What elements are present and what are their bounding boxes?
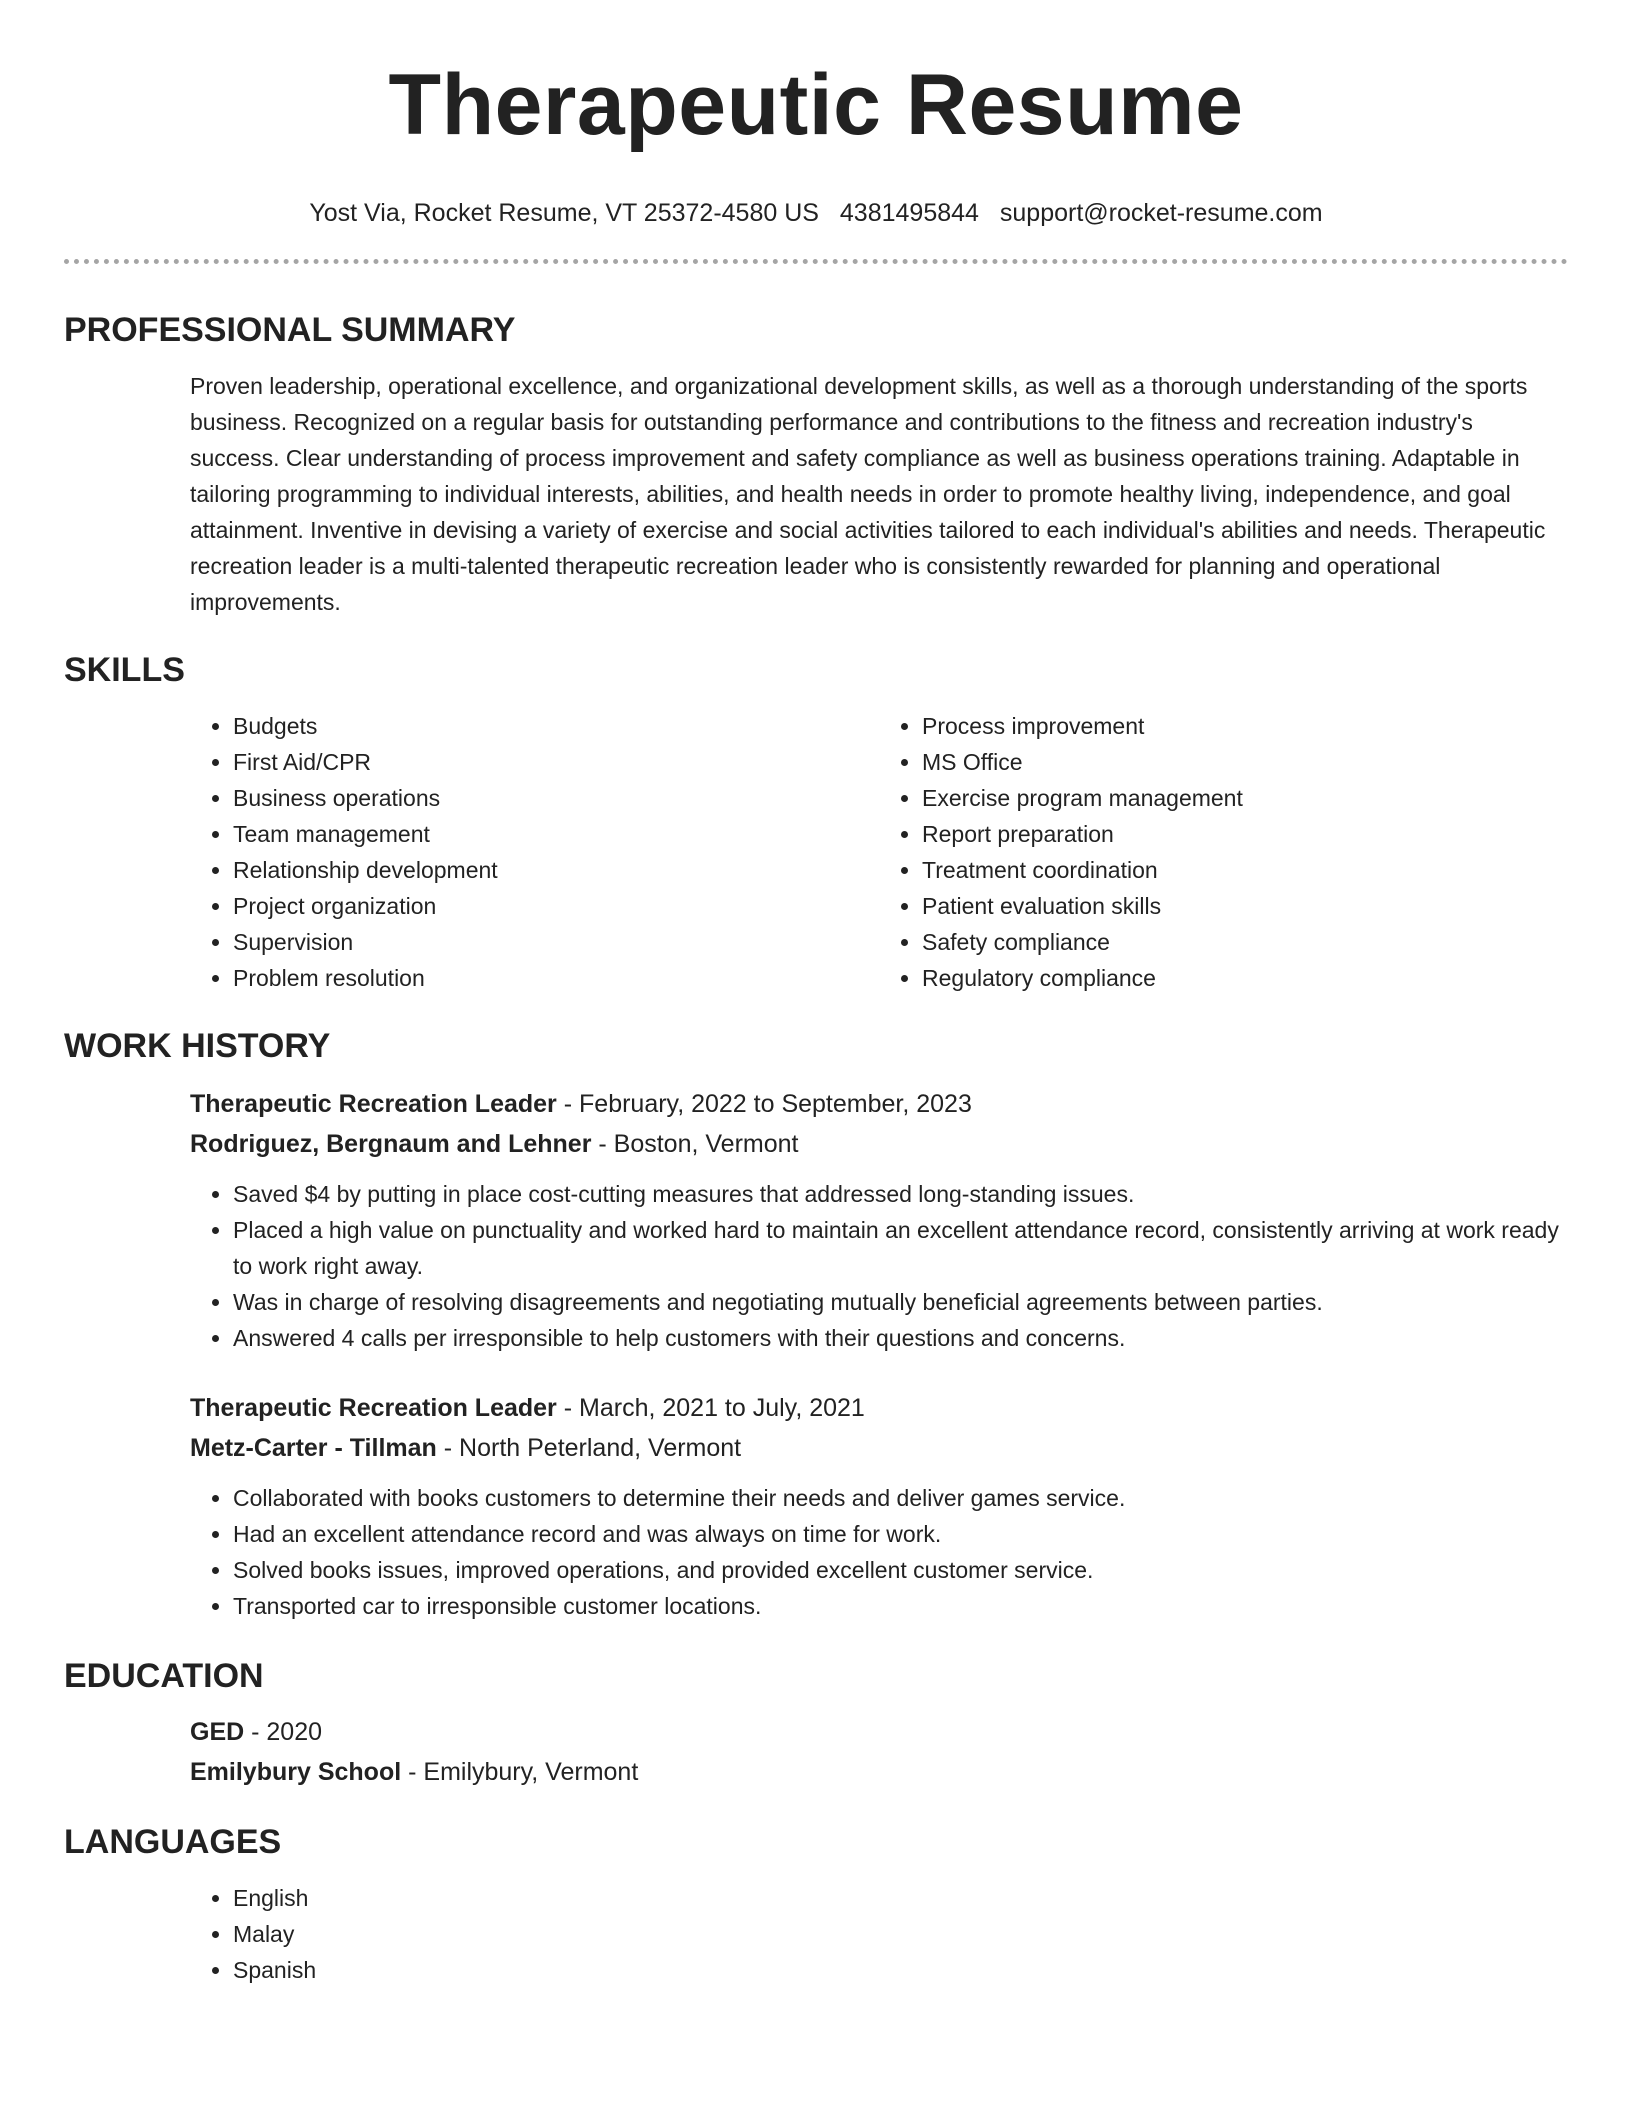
contact-address: Yost Via, Rocket Resume, VT 25372-4580 US — [309, 199, 819, 227]
skill-item: • MS Office — [922, 744, 1568, 780]
job-company-line — [190, 1124, 1568, 1164]
contact-phone: 4381495844 — [839, 199, 979, 227]
education-heading: EDUCATION — [64, 1657, 264, 1695]
job-bullets — [190, 1176, 1568, 1356]
job-entry — [64, 1388, 1568, 1624]
job-company: Rodriguez, Bergnaum and Lehner — [190, 1130, 592, 1158]
languages-list — [190, 1880, 1568, 1988]
work-history-heading: WORK HISTORY — [64, 1027, 331, 1065]
education-school: Emilybury School — [190, 1758, 402, 1786]
resume-page — [64, 0, 1568, 1988]
skill-item: • Process improvement — [922, 708, 1568, 744]
separator: - — [244, 1718, 267, 1746]
summary-block — [64, 368, 1568, 620]
separator: - — [401, 1758, 424, 1786]
skills-column-left — [190, 708, 879, 996]
skills-list — [64, 708, 1568, 996]
skill-item: • Team management — [233, 816, 879, 852]
skill-item: • Problem resolution — [233, 960, 879, 996]
job-bullet: • Transported car to irresponsible customer locations. — [233, 1588, 1568, 1624]
education-degree-line — [190, 1712, 1568, 1752]
languages-block — [64, 1880, 1568, 1988]
summary-heading: PROFESSIONAL SUMMARY — [64, 311, 516, 349]
education-entry — [64, 1712, 1568, 1792]
job-bullet: • Solved books issues, improved operations, and provided excellent customer service. — [233, 1552, 1568, 1588]
skill-item: • Patient evaluation skills — [922, 888, 1568, 924]
language-item: • English — [233, 1880, 1568, 1916]
separator: - — [436, 1434, 460, 1462]
job-company-line — [190, 1428, 1568, 1468]
job-bullet: • Was in charge of resolving disagreements and negotiating mutually beneficial agreements between parties. — [233, 1284, 1568, 1320]
job-dates: February, 2022 to September, 2023 — [579, 1090, 972, 1118]
job-entry — [64, 1084, 1568, 1356]
job-location: Boston, Vermont — [613, 1130, 799, 1158]
job-bullet: • Saved $4 by putting in place cost-cutting measures that addressed long-standing issues. — [233, 1176, 1568, 1212]
resume-name: Therapeutic Resume — [388, 57, 1244, 153]
separator: - — [556, 1394, 580, 1422]
contact-line — [64, 197, 1568, 229]
job-role: Therapeutic Recreation Leader — [190, 1394, 557, 1422]
job-bullet: • Placed a high value on punctuality and worked hard to maintain an excellent attendance record, consistently arriving at work ready to work right away. — [233, 1212, 1568, 1284]
language-item: • Spanish — [233, 1952, 1568, 1988]
skills-column-right — [879, 708, 1568, 996]
skill-item: • First Aid/CPR — [233, 744, 879, 780]
skill-item: • Budgets — [233, 708, 879, 744]
header-divider — [64, 259, 1568, 264]
education-school-line — [190, 1752, 1568, 1792]
job-location: North Peterland, Vermont — [459, 1434, 742, 1462]
job-role: Therapeutic Recreation Leader — [190, 1090, 557, 1118]
job-title-line — [190, 1388, 1568, 1428]
job-bullet: • Answered 4 calls per irresponsible to help customers with their questions and concerns. — [233, 1320, 1568, 1356]
job-dates: March, 2021 to July, 2021 — [579, 1394, 865, 1422]
job-company: Metz-Carter - Tillman — [190, 1434, 437, 1462]
skill-item: • Safety compliance — [922, 924, 1568, 960]
skill-item: • Business operations — [233, 780, 879, 816]
job-title-line — [190, 1084, 1568, 1124]
separator: - — [556, 1090, 580, 1118]
skill-item: • Treatment coordination — [922, 852, 1568, 888]
education-year: 2020 — [266, 1718, 323, 1746]
skill-item: • Supervision — [233, 924, 879, 960]
education-location: Emilybury, Vermont — [423, 1758, 639, 1786]
skill-item: • Regulatory compliance — [922, 960, 1568, 996]
skill-item: • Report preparation — [922, 816, 1568, 852]
languages-heading: LANGUAGES — [64, 1823, 282, 1861]
skills-heading: SKILLS — [64, 651, 185, 689]
job-bullet: • Had an excellent attendance record and was always on time for work. — [233, 1516, 1568, 1552]
language-item: • Malay — [233, 1916, 1568, 1952]
skill-item: • Exercise program management — [922, 780, 1568, 816]
job-bullet: • Collaborated with books customers to determine their needs and deliver games service. — [233, 1480, 1568, 1516]
skill-item: • Project organization — [233, 888, 879, 924]
separator: - — [591, 1130, 614, 1158]
job-bullets — [190, 1480, 1568, 1624]
summary-text: Proven leadership, operational excellence, and organizational development skills, as well as a thorough understanding of the sports business. Recognized on a regular basis for outstanding performance and contributions to the fitness and recreation industry's success. Clear understanding of process improvement and safety compliance as well as business operations training. Adaptable in tailoring programming to individual interests, abilities, and health needs in order to promote healthy living, independence, and goal attainment. Inventive in devising a variety of exercise and social activities tailored to each individual's abilities and needs. Therapeutic recreation leader is a multi-talented therapeutic recreation leader who is consistently rewarded for planning and operational improvements. — [190, 373, 1546, 615]
education-degree: GED — [190, 1718, 245, 1746]
skill-item: • Relationship development — [233, 852, 879, 888]
contact-email: support@rocket-resume.com — [999, 199, 1323, 227]
